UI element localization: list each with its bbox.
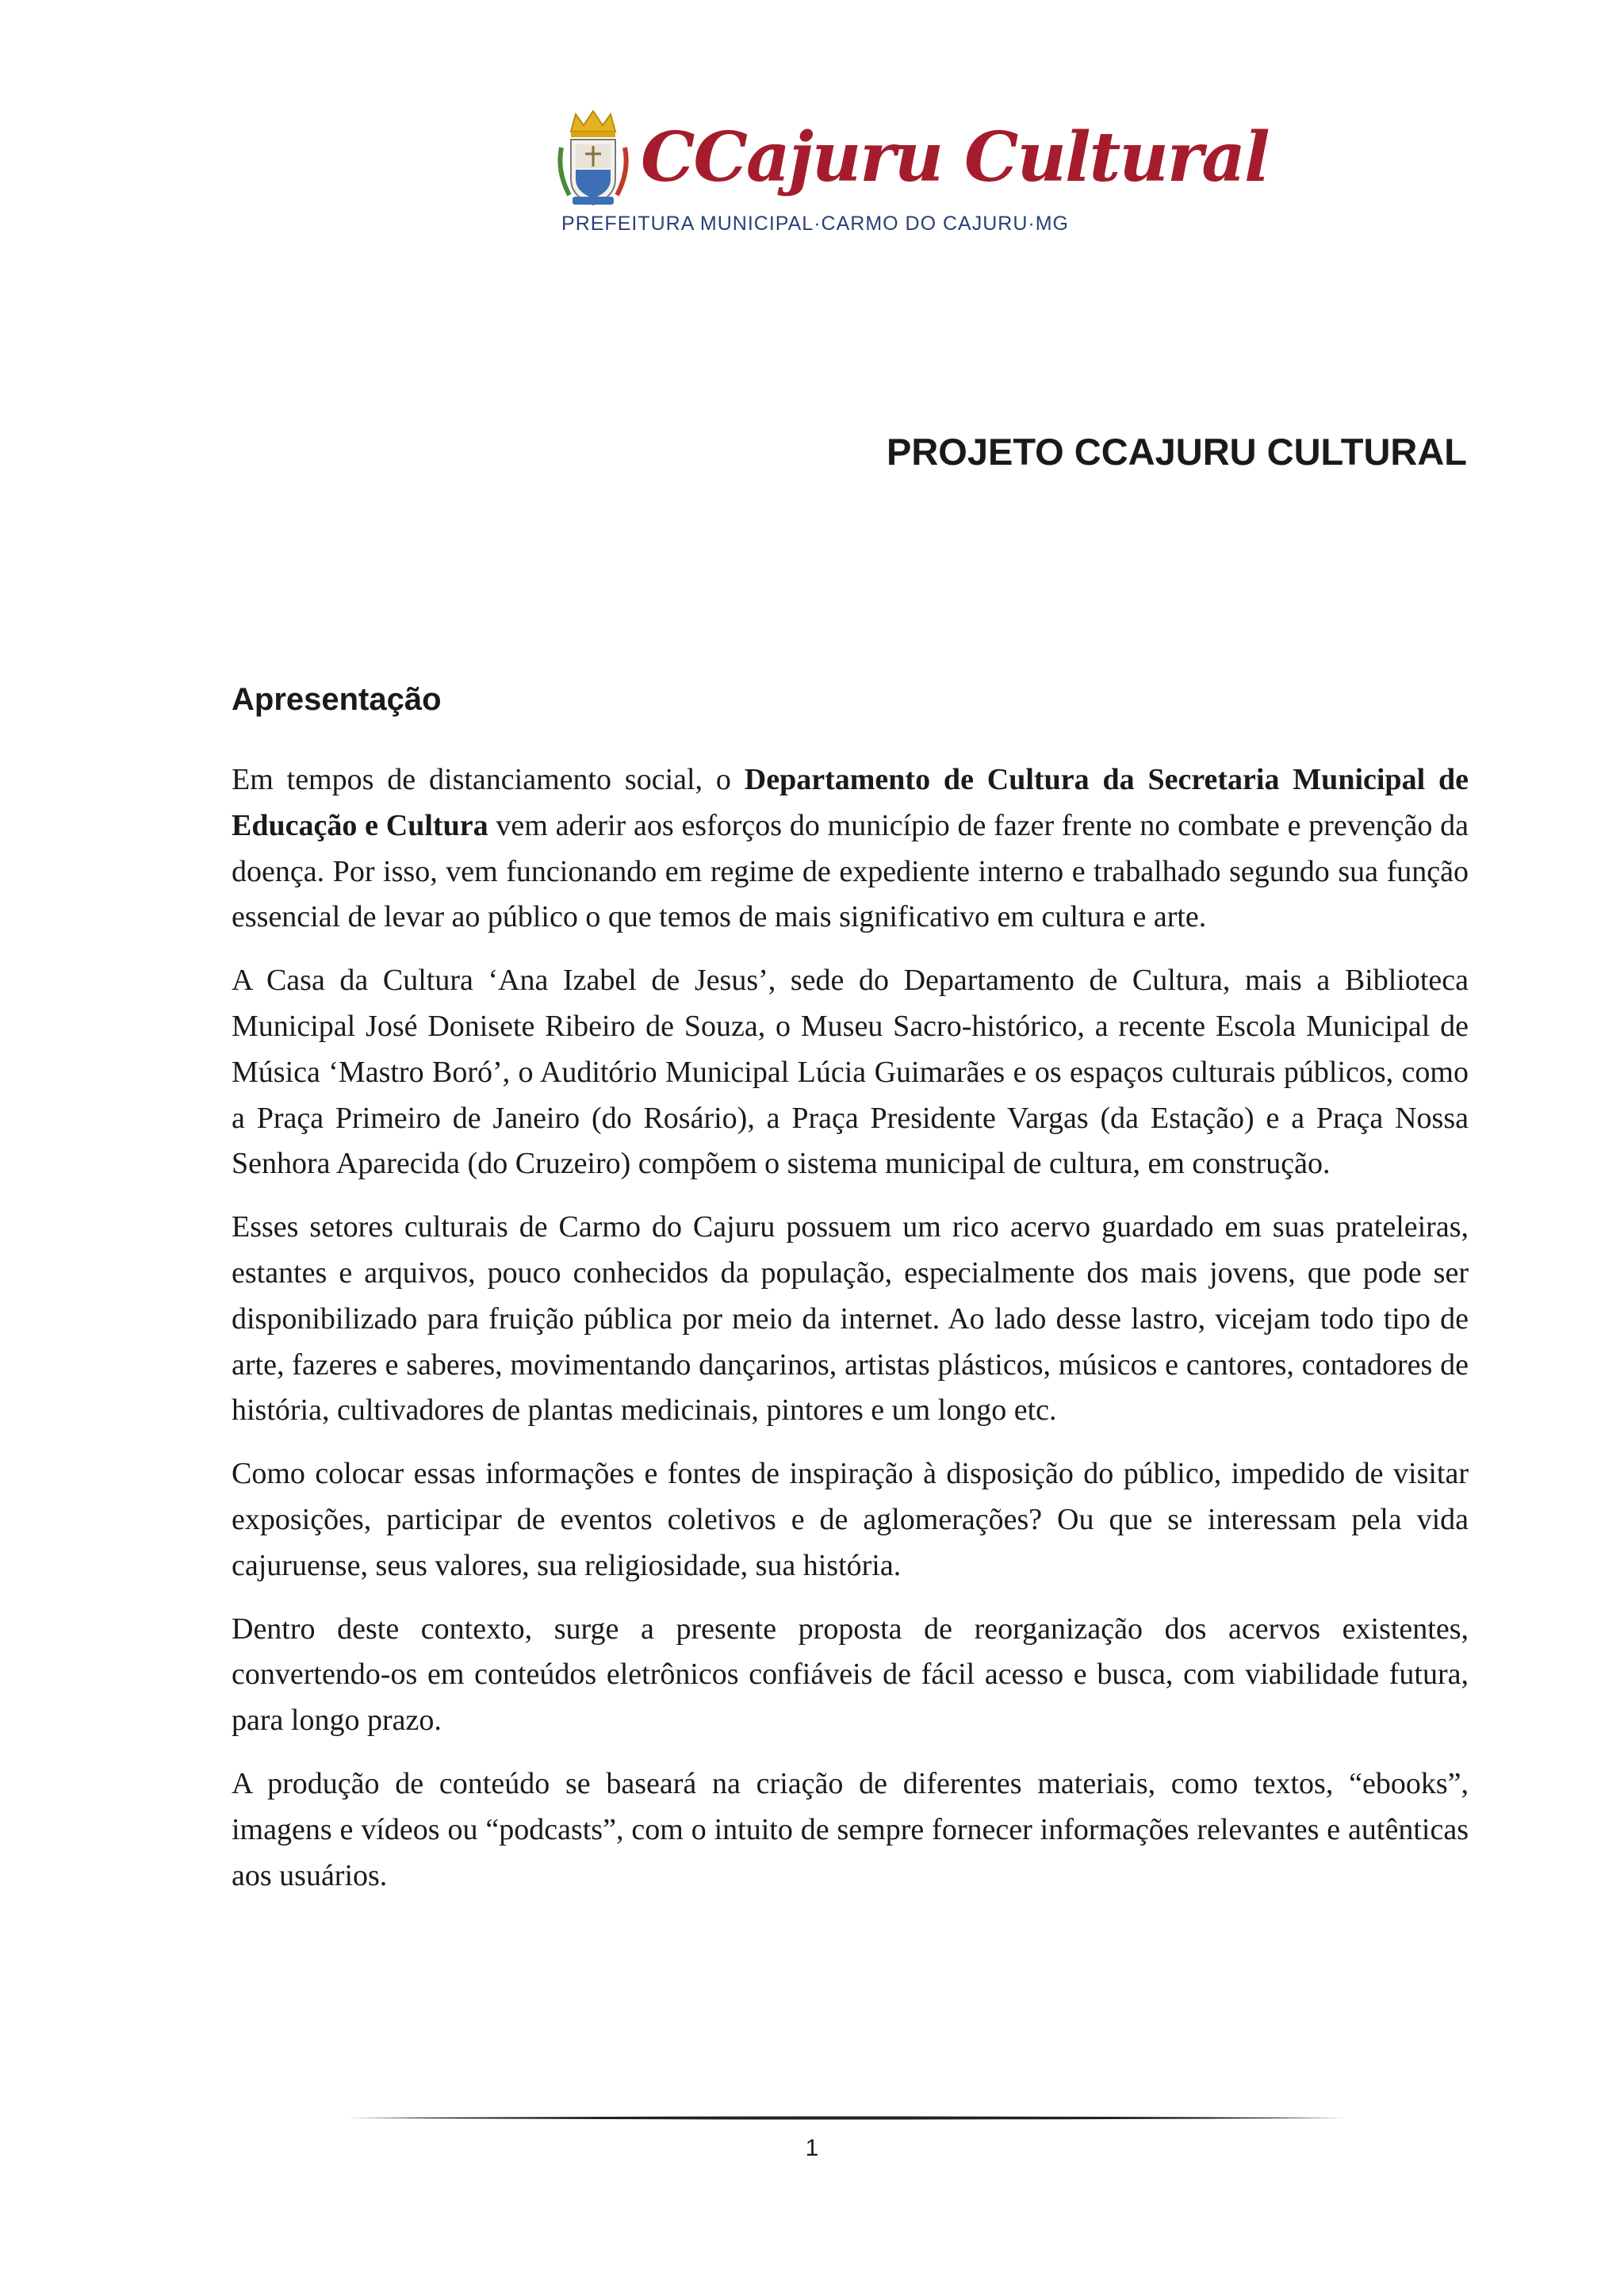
- paragraph-5: Dentro deste contexto, surge a presente proposta de reorganização dos acervos existentes, convertendo-os em conteúdos eletrônicos confiáveis de fácil acesso e busca, com viabilidade futura, para longo prazo.: [232, 1612, 1469, 1738]
- paragraph-1-text-b: vem aderir aos esforços do município de fazer frente no combate e prevenção da doença. Por isso, vem funcionando em regime de expediente interno e trabalhado segundo sua função essencial de levar ao público o que temos de mais significativo em cultura e arte.: [232, 808, 1469, 934]
- paragraph-1: [232, 757, 1469, 941]
- header-logo: [553, 108, 1269, 243]
- paragraph-1-text-a: Em tempos de distanciamento social, o: [232, 763, 745, 796]
- coat-of-arms-icon: [553, 108, 633, 211]
- section-heading: Apresentação: [232, 682, 442, 717]
- document-title: PROJETO CCAJURU CULTURAL: [886, 431, 1467, 473]
- page-number: 1: [805, 2135, 819, 2161]
- paragraph-6: A produção de conteúdo se baseará na criação de diferentes materiais, como textos, “ebooks”, imagens e vídeos ou “podcasts”, com o intuito de sempre fornecer informações relevantes e autênticas aos usuários.: [232, 1766, 1469, 1892]
- section-apresentacao: [232, 682, 1469, 1916]
- paragraph-2: A Casa da Cultura ‘Ana Izabel de Jesus’, sede do Departamento de Cultura, mais a Biblioteca Municipal José Donisete Ribeiro de Souza, o Museu Sacro-histórico, a recente Escola Municipal de Música ‘Mastro Boró’, o Auditório Municipal Lúcia Guimarães e os espaços culturais públicos, como a Praça Primeiro de Janeiro (do Rosário), a Praça Presidente Vargas (da Estação) e a Praça Nossa Senhora Aparecida (do Cruzeiro) compõem o sistema municipal de cultura, em construção.: [232, 964, 1469, 1181]
- paragraph-1-bold: Departamento de Cultura da Secretaria Municipal de Educação e Cultura: [232, 763, 1469, 842]
- footer-divider: [347, 2116, 1346, 2120]
- paragraph-3: Esses setores culturais de Carmo do Cajuru possuem um rico acervo guardado em suas prateleiras, estantes e arquivos, pouco conhecidos da população, especialmente dos mais jovens, que pode ser disponibilizado para fruição pública por meio da internet. Ao lado desse lastro, vicejam todo tipo de arte, fazeres e saberes, movimentando dançarinos, artistas plásticos, músicos e cantores, contadores de história, cultivadores de plantas medicinais, pintores e um longo etc.: [232, 1210, 1469, 1428]
- paragraph-4: Como colocar essas informações e fontes de inspiração à disposição do público, impedido de visitar exposições, participar de eventos coletivos e de aglomerações? Ou que se interessam pela vida cajuruense, seus valores, sua religiosidade, sua história.: [232, 1457, 1469, 1582]
- logo-wordmark: CCajuru Cultural: [641, 117, 1269, 197]
- logo-tagline: PREFEITURA MUNICIPAL·CARMO DO CAJURU·MG: [561, 213, 1069, 235]
